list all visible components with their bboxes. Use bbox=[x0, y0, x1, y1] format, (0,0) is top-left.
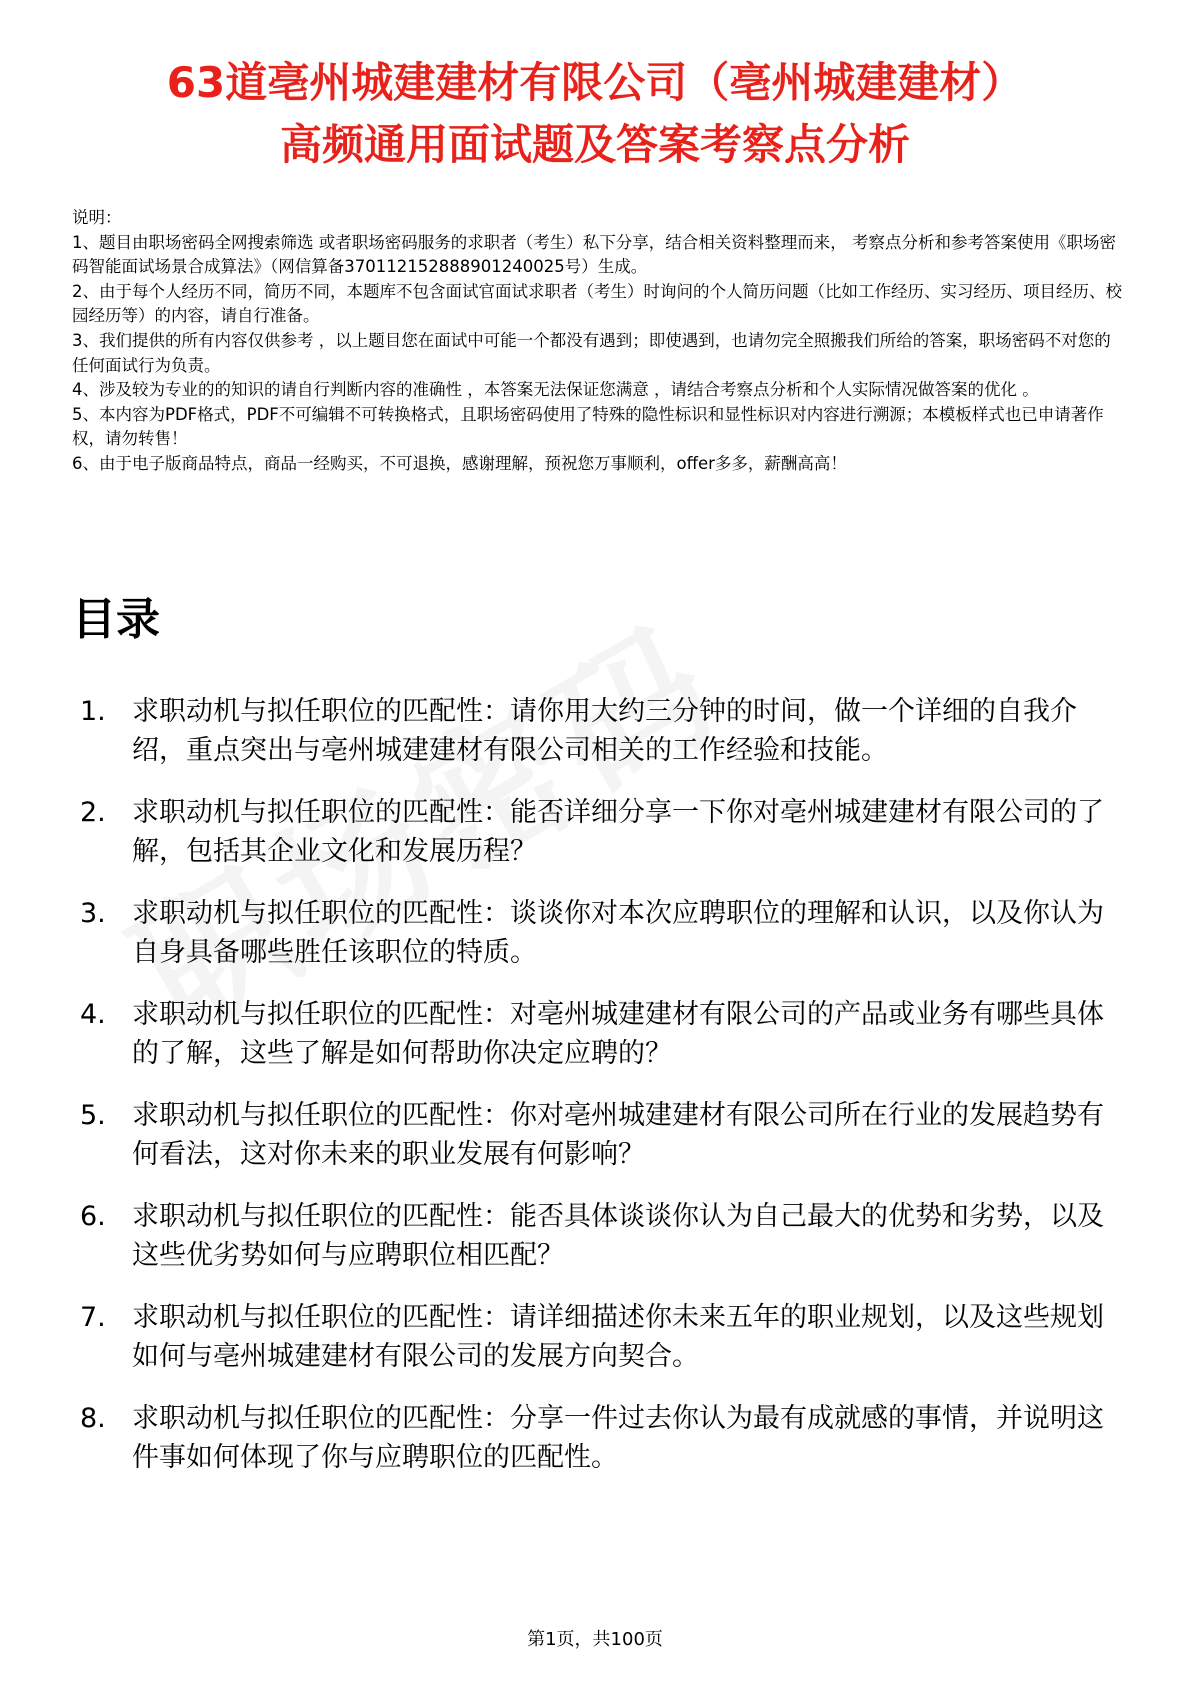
toc-item-number: 7. bbox=[80, 1302, 106, 1333]
toc-item-2[interactable] bbox=[72, 793, 1122, 871]
toc-item-text: 求职动机与拟任职位的匹配性：分享一件过去你认为最有成就感的事情，并说明这件事如何体现了你与应聘职位的匹配性。 bbox=[132, 1403, 1104, 1473]
toc-item-number: 6. bbox=[80, 1201, 106, 1232]
title-line-1: 63道亳州城建建材有限公司（亳州城建建材） bbox=[166, 58, 1024, 107]
toc-item-4[interactable] bbox=[72, 995, 1122, 1073]
toc-item-number: 8. bbox=[80, 1403, 106, 1434]
title-line-2: 高频通用面试题及答案考察点分析 bbox=[279, 120, 910, 169]
note-item: 5、本内容为PDF格式，PDF不可编辑不可转换格式，且职场密码使用了特殊的隐性标识和显性标识对内容进行溯源；本模板样式也已申请著作权，请勿转售！ bbox=[72, 404, 1104, 449]
toc-item-text: 求职动机与拟任职位的匹配性：能否具体谈谈你认为自己最大的优势和劣势，以及这些优劣势如何与应聘职位相匹配？ bbox=[132, 1201, 1104, 1271]
toc-item-number: 2. bbox=[80, 797, 106, 828]
note-item: 1、题目由职场密码全网搜索筛选 或者职场密码服务的求职者（考生）私下分享，结合相关资料整理而来， 考察点分析和参考答案使用《职场密码智能面试场景合成算法》（网信算备370112152888901240025号）生成。 bbox=[72, 232, 1116, 277]
toc-item-text: 求职动机与拟任职位的匹配性：你对亳州城建建材有限公司所在行业的发展趋势有何看法，这对你未来的职业发展有何影响？ bbox=[132, 1100, 1104, 1170]
toc-item-text: 求职动机与拟任职位的匹配性：对亳州城建建材有限公司的产品或业务有哪些具体的了解，这些了解是如何帮助你决定应聘的？ bbox=[132, 999, 1104, 1069]
document-title bbox=[40, 52, 1150, 176]
toc-item-text: 求职动机与拟任职位的匹配性：请你用大约三分钟的时间，做一个详细的自我介绍，重点突出与亳州城建建材有限公司相关的工作经验和技能。 bbox=[132, 696, 1077, 766]
toc-item-3[interactable] bbox=[72, 894, 1122, 972]
toc-item-text: 求职动机与拟任职位的匹配性：请详细描述你未来五年的职业规划，以及这些规划如何与亳州城建建材有限公司的发展方向契合。 bbox=[132, 1302, 1104, 1372]
toc-list bbox=[72, 692, 1122, 1500]
notes-heading: 说明： bbox=[72, 208, 122, 227]
notes-section bbox=[72, 206, 1122, 477]
note-item: 4、涉及较为专业的的知识的请自行判断内容的准确性 ，本答案无法保证您满意 ，请结合考察点分析和个人实际情况做答案的优化 。 bbox=[72, 380, 1039, 400]
toc-item-number: 5. bbox=[80, 1100, 106, 1131]
toc-heading: 目录 bbox=[72, 594, 160, 645]
toc-item-text: 求职动机与拟任职位的匹配性：能否详细分享一下你对亳州城建建材有限公司的了解，包括其企业文化和发展历程？ bbox=[132, 797, 1104, 867]
toc-item-5[interactable] bbox=[72, 1096, 1122, 1174]
toc-item-1[interactable] bbox=[72, 692, 1122, 770]
note-item: 6、由于电子版商品特点，商品一经购买，不可退换，感谢理解，预祝您万事顺利，offer多多，薪酬高高！ bbox=[72, 453, 847, 473]
toc-item-number: 1. bbox=[80, 696, 106, 727]
toc-item-number: 4. bbox=[80, 999, 106, 1030]
note-item: 3、我们提供的所有内容仅供参考 ，以上题目您在面试中可能一个都没有遇到；即使遇到，也请勿完全照搬我们所给的答案，职场密码不对您的任何面试行为负责。 bbox=[72, 330, 1111, 375]
page-footer: 第1页，共100页 bbox=[527, 1629, 663, 1650]
toc-item-8[interactable] bbox=[72, 1399, 1122, 1477]
toc-item-number: 3. bbox=[80, 898, 106, 929]
toc-item-6[interactable] bbox=[72, 1197, 1122, 1275]
toc-item-text: 求职动机与拟任职位的匹配性：谈谈你对本次应聘职位的理解和认识，以及你认为自身具备哪些胜任该职位的特质。 bbox=[132, 898, 1104, 968]
note-item: 2、由于每个人经历不同，简历不同，本题库不包含面试官面试求职者（考生）时询问的个人简历问题（比如工作经历、实习经历、项目经历、校园经历等）的内容，请自行准备。 bbox=[72, 281, 1122, 326]
toc-item-7[interactable] bbox=[72, 1298, 1122, 1376]
